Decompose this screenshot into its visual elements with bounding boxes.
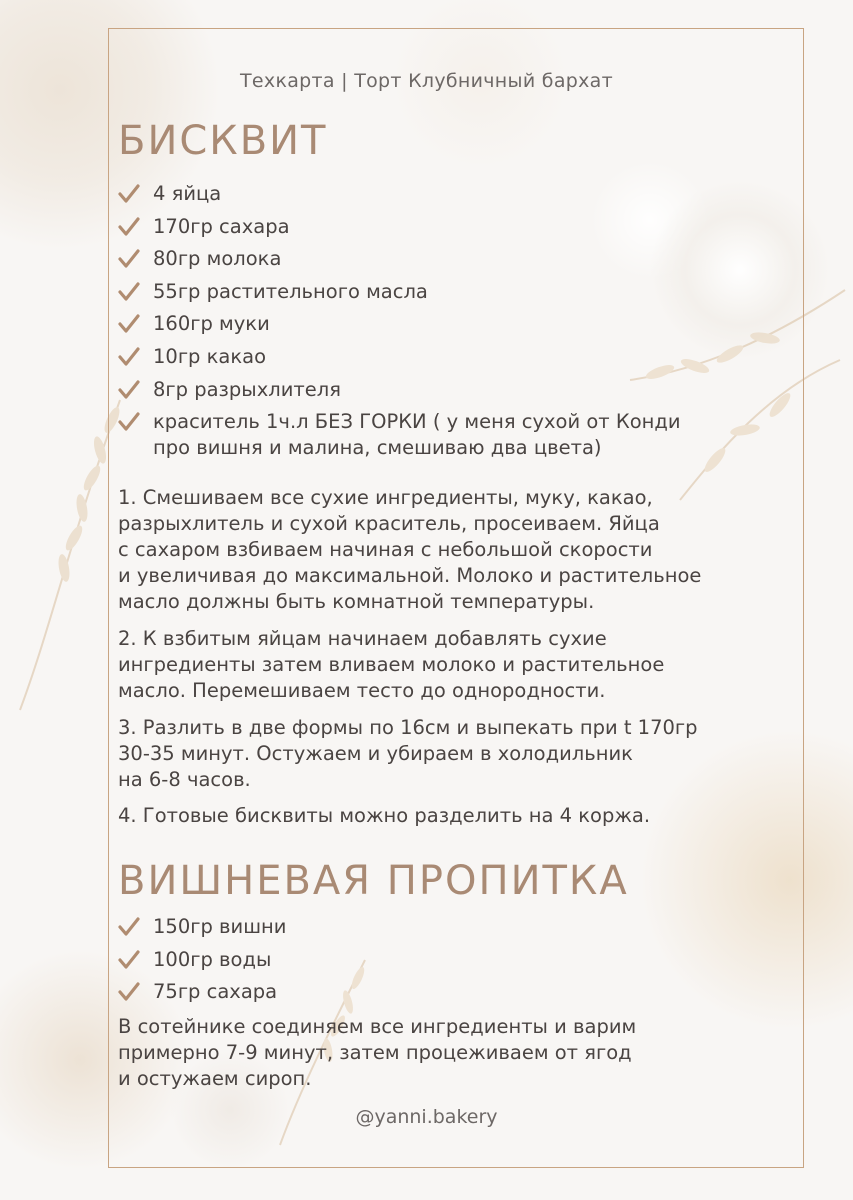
ingredient-item: 4 яйца <box>118 181 681 207</box>
check-icon <box>118 183 140 205</box>
check-icon <box>118 379 140 401</box>
ingredient-item: 8гр разрыхлителя <box>118 377 681 403</box>
ingredient-item: 100гр воды <box>118 947 286 973</box>
check-icon <box>118 313 140 335</box>
check-icon <box>118 916 140 938</box>
check-icon <box>118 346 140 368</box>
step-4: 4. Готовые бисквиты можно разделить на 4 коржа. <box>118 804 651 827</box>
section-heading-biscuit: БИСКВИТ <box>118 118 328 164</box>
ingredient-item: 150гр вишни <box>118 914 286 940</box>
check-icon <box>118 411 140 433</box>
ingredient-item: 75гр сахара <box>118 979 286 1005</box>
author-handle: @yanni.bakery <box>355 1106 498 1128</box>
ingredient-item: 160гр муки <box>118 311 681 337</box>
check-icon <box>118 248 140 270</box>
ingredient-item: 170гр сахара <box>118 214 681 240</box>
step-2: 2. К взбитым яйцам начинаем добавлять сухие ингредиенты затем вливаем молоко и растительное масло. Перемешиваем тесто до однородности. <box>118 627 665 702</box>
ingredient-item: 10гр какао <box>118 344 681 370</box>
check-icon <box>118 949 140 971</box>
check-icon <box>118 281 140 303</box>
ingredient-list-cherry-syrup <box>118 914 286 1012</box>
ingredient-item: 80гр молока <box>118 246 681 272</box>
ingredient-item: 55гр растительного масла <box>118 279 681 305</box>
document-title: Техкарта | Торт Клубничный бархат <box>240 70 613 92</box>
syrup-instructions: В сотейнике соединяем все ингредиенты и варим примерно 7-9 минут, затем процеживаем от ягод и остужаем сироп. <box>118 1015 637 1090</box>
check-icon <box>118 216 140 238</box>
step-3: 3. Разлить в две формы по 16см и выпекать при t 170гр 30-35 минут. Остужаем и убираем в холодильник на 6-8 часов. <box>118 716 698 791</box>
ingredient-item: краситель 1ч.л БЕЗ ГОРКИ ( у меня сухой от Конди про вишня и малина, смешиваю два цвета) <box>118 409 681 461</box>
section-heading-cherry-syrup: ВИШНЕВАЯ ПРОПИТКА <box>118 858 629 904</box>
ingredient-list-biscuit <box>118 181 681 461</box>
step-1: 1. Смешиваем все сухие ингредиенты, муку, какао, разрыхлитель и сухой краситель, просеиваем. Яйца с сахаром взбиваем начиная с небольшой скорости и увеличивая до максимальной. Молоко и растительное масло должны быть комнатной температуры. <box>118 486 702 613</box>
check-icon <box>118 981 140 1003</box>
